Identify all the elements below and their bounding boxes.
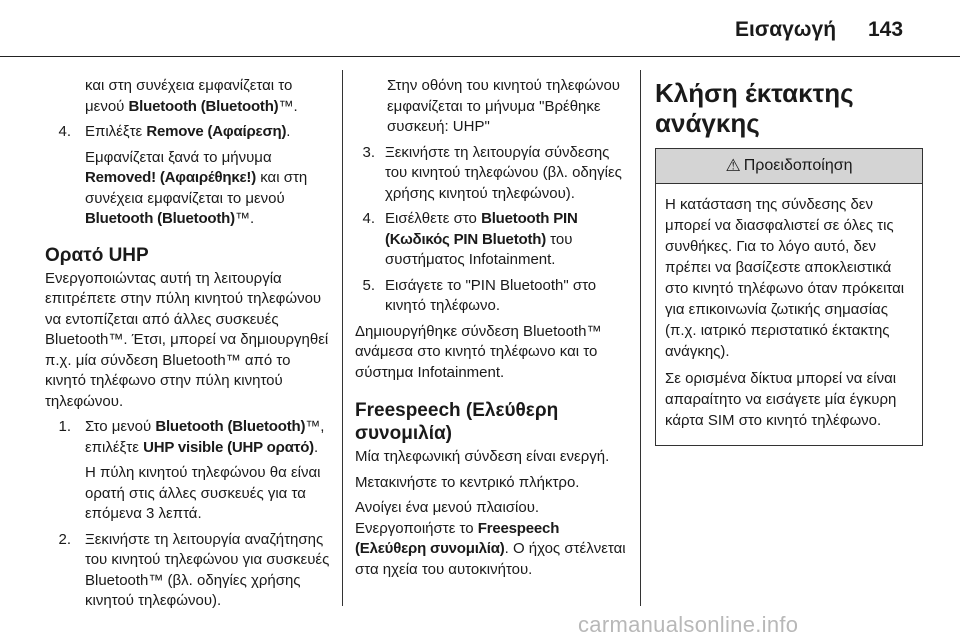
uhp-step-2 [45, 530, 330, 612]
step-number: 2. [58, 530, 71, 548]
column-right [655, 78, 925, 446]
warning-title: Προειδοποίηση [743, 156, 853, 174]
uhp-step-1 [45, 417, 330, 458]
column-divider-2 [640, 70, 641, 606]
header-rule [0, 56, 960, 57]
freespeech-paragraph-3: Ανοίγει ένα μενού πλαισίου. Ενεργοποιήστε το Freespeech (Ελεύθερη συνομιλία). Ο ήχος στέλνεται στα ηχεία του αυτοκινήτου. [355, 499, 626, 578]
step-4-detail: Εμφανίζεται ξανά το μήνυμα Removed! (Αφαιρέθηκε!) και στη συνέχεια εμφανίζεται το μενού Bluetooth (Bluetooth)™. [85, 148, 308, 227]
heading-freespeech: Freespeech (Ελεύθερη συνομιλία) [355, 400, 559, 444]
freespeech-paragraph-2: Μετακινήστε το κεντρικό πλήκτρο. [355, 473, 580, 491]
warning-triangle-icon: ⚠ [725, 155, 741, 175]
uhp-step-3 [355, 143, 627, 205]
warning-box [655, 148, 923, 446]
uhp-step-1-detail: Η πύλη κινητού τηλεφώνου θα είναι ορατή στις άλλες συσκευές για τα επόμενα 3 λεπτά. [85, 464, 321, 522]
continued-step-text: Στην οθόνη του κινητού τηλεφώνου εμφανίζεται το μήνυμα "Βρέθηκε συσκευή: UHP" [387, 77, 620, 135]
uhp-step-4 [355, 209, 627, 271]
step-text: Εισέλθετε στο Bluetooth PIN (Κωδικός PIN Bluetoth) του συστήματος Infotainment. [385, 210, 578, 268]
uhp-intro-paragraph: Ενεργοποιώντας αυτή τη λειτουργία επιτρέπετε στην πύλη κινητού τηλεφώνου να εντοπίζεται από άλλες συσκευές Bluetooth™. Έτσι, μπορεί να δημιουργηθεί π.χ. μία σύνδεση Bluetooth™ από το κινητό τηλέφωνο στην πύλη κινητού τηλεφώνου. [45, 269, 329, 410]
step-number: 4. [362, 210, 375, 227]
warning-paragraph-1: Η κατάσταση της σύνδεσης δεν μπορεί να διασφαλιστεί σε όλες τις συνθήκες. Για το λόγο αυτό, δεν πρέπει να βασίζεστε αποκλειστικά στο κινητό τηλέφωνο όταν πρόκειται για επικοινωνία ζωτικής σημασίας (π.χ. ιατρικό περιστατικό έκτακτης ανάγκης). [665, 196, 905, 360]
step-number: 4. [58, 123, 71, 140]
step-4 [45, 122, 330, 143]
column-divider-1 [342, 70, 343, 606]
page-header [0, 0, 960, 56]
section-title: Εισαγωγή [735, 18, 837, 41]
step-text: Εισάγετε το "PIN Bluetooth" στο κινητό τηλέφωνο. [385, 276, 597, 314]
step-text: Στο μενού Bluetooth (Bluetooth)™, επιλέξτε UHP visible (UHP ορατό). [85, 418, 325, 456]
step-text: Επιλέξτε Remove (Αφαίρεση). [85, 123, 291, 140]
heading-emergency-call: Κλήση έκτακτης ανάγκης [655, 78, 854, 138]
page-number: 143 [868, 18, 904, 41]
uhp-step-5 [355, 276, 627, 317]
step-number: 3. [362, 143, 375, 161]
column-middle [355, 76, 627, 585]
warning-body [656, 184, 922, 445]
warning-paragraph-2: Σε ορισμένα δίκτυα μπορεί να είναι απαραίτητο να εισάγετε μία έγκυρη κάρτα SIM στο κινητό τηλέφωνο. [665, 370, 897, 429]
freespeech-paragraph-1: Μία τηλεφωνική σύνδεση είναι ενεργή. [355, 448, 610, 465]
connection-result-paragraph: Δημιουργήθηκε σύνδεση Bluetooth™ ανάμεσα στο κινητό τηλέφωνο και το σύστημα Infotainment. [355, 322, 602, 381]
heading-uhp-visible: Ορατό UHP [45, 244, 149, 266]
step-number: 5. [362, 276, 375, 294]
step-text: Ξεκινήστε τη λειτουργία σύνδεσης του κινητού τηλεφώνου (βλ. οδηγίες χρήσης κινητού τηλεφώνου). [385, 143, 622, 202]
step-text: Ξεκινήστε τη λειτουργία αναζήτησης του κινητού τηλεφώνου για συσκευές Bluetooth™ (βλ. οδηγίες χρήσης κινητού τηλεφώνου). [85, 530, 330, 609]
column-left [45, 76, 330, 617]
step-number: 1. [58, 418, 71, 435]
continued-step-text: και στη συνέχεια εμφανίζεται το μενού Bluetooth (Bluetooth)™. [85, 77, 298, 115]
site-watermark: carmanualsonline.info [578, 612, 799, 637]
warning-header [656, 149, 922, 184]
